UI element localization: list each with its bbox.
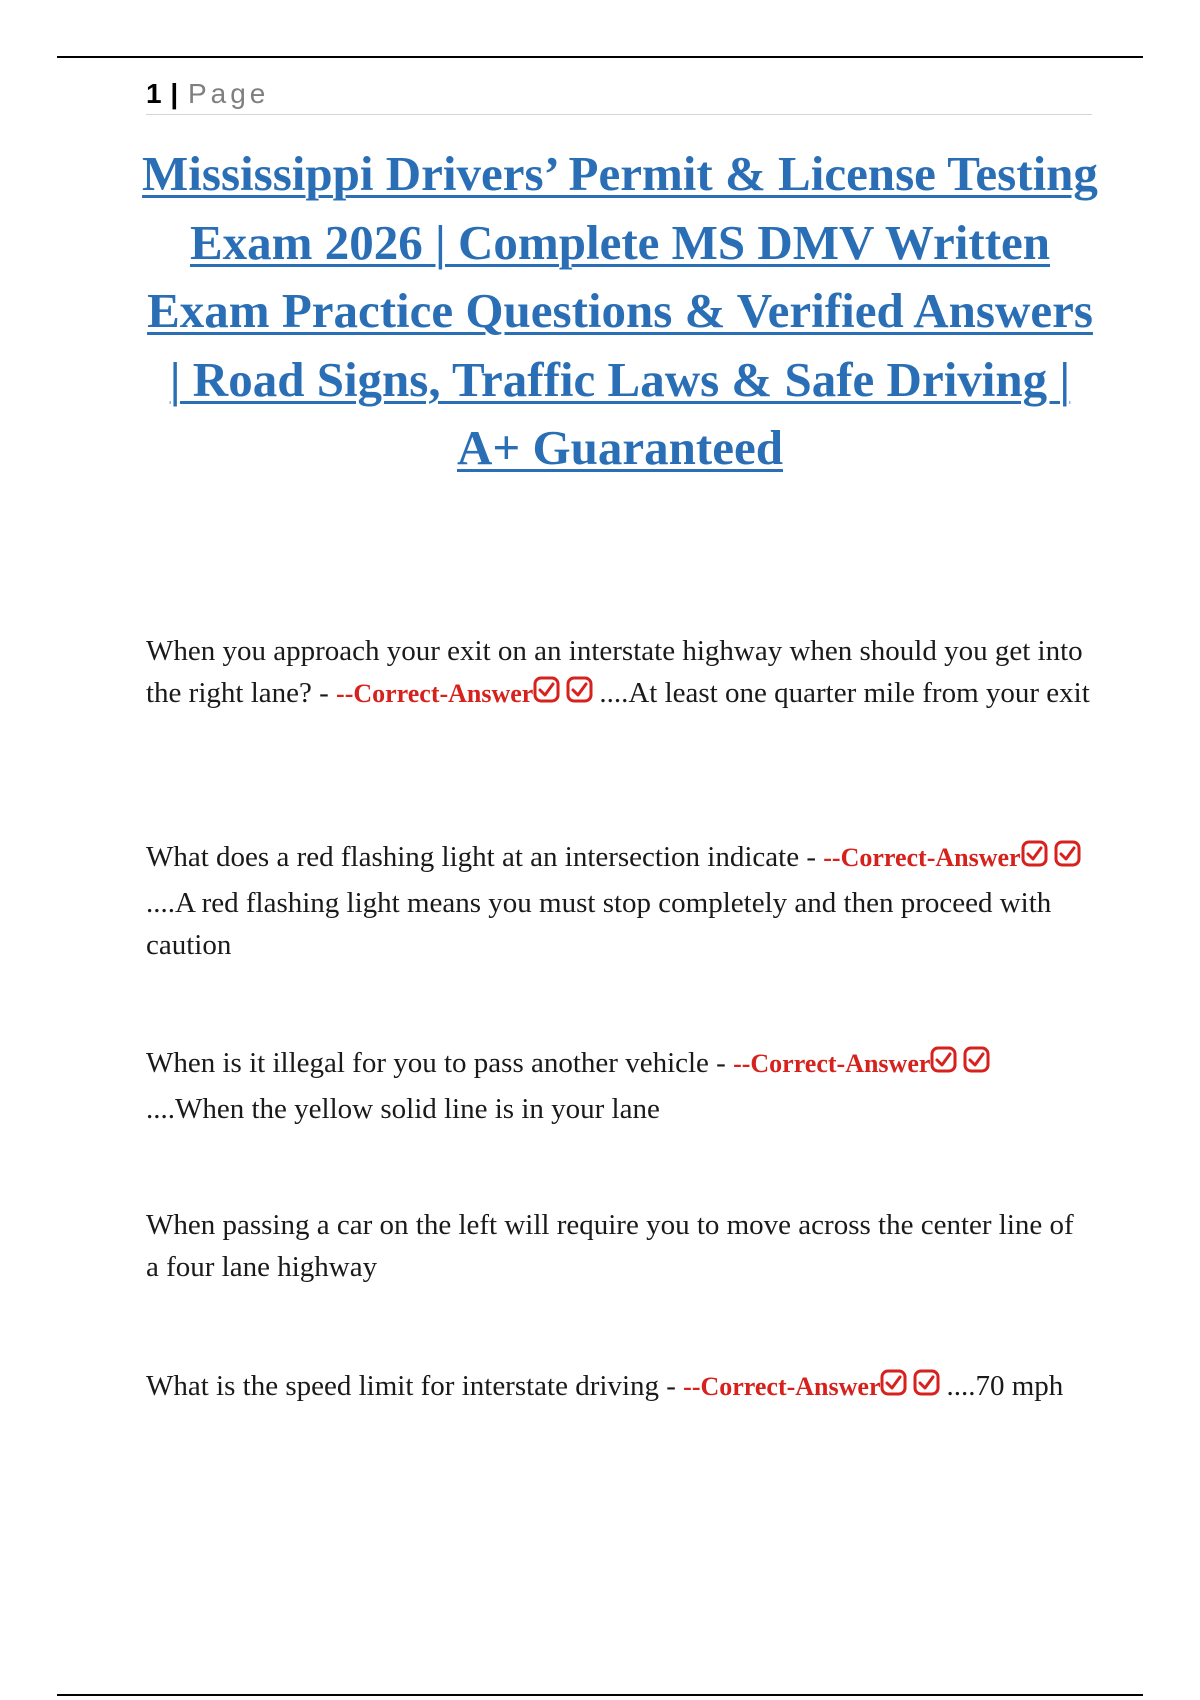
- question-text: When passing a car on the left will require you to move across the center line of a four lane highway: [146, 1209, 1074, 1283]
- title-link[interactable]: Mississippi Drivers’ Permit & License Testing Exam 2026 | Complete MS DMV Written Exam Practice Questions & Verified Answers | Road Signs, Traffic Laws & Safe Driving | A+ Guaranteed: [142, 146, 1098, 475]
- correct-answer-marker: --Correct-Answer: [823, 843, 1021, 872]
- qa-item-5: [146, 1365, 1092, 1411]
- page-separator: |: [170, 78, 179, 109]
- checked-box-icon: [566, 676, 593, 703]
- question-text: When is it illegal for you to pass another vehicle -: [146, 1047, 734, 1079]
- answer-text: When the yellow solid line is in your lane: [175, 1093, 660, 1125]
- question-text: What does a red flashing light at an intersection indicate -: [146, 841, 824, 873]
- answer-dots: ....: [599, 677, 629, 709]
- check-pair: [930, 1046, 996, 1088]
- correct-answer-marker: --Correct-Answer: [733, 1049, 931, 1078]
- top-rule: [57, 56, 1143, 58]
- page-label: Page: [187, 78, 270, 109]
- question-text: What is the speed limit for interstate driving -: [146, 1370, 684, 1402]
- qa-item-2: [146, 836, 1092, 966]
- bottom-rule: [57, 1694, 1143, 1696]
- check-pair: [533, 676, 599, 718]
- qa-item-4: [146, 1204, 1092, 1288]
- checked-box-icon: [533, 676, 560, 703]
- correct-answer-marker: --Correct-Answer: [336, 679, 534, 708]
- qa-item-1: [146, 630, 1092, 718]
- answer-dots: ....: [946, 1370, 976, 1402]
- answer-dots: ....: [146, 887, 175, 919]
- question-text: When you approach your exit on an interstate highway when should you get into the right lane? -: [146, 635, 1083, 709]
- check-pair: [880, 1369, 946, 1411]
- correct-answer-marker: --Correct-Answer: [683, 1372, 881, 1401]
- answer-text: At least one quarter mile from your exit: [628, 677, 1090, 709]
- page-number: 1: [146, 78, 162, 109]
- checked-box-icon: [930, 1046, 957, 1073]
- qa-item-3: [146, 1042, 1092, 1130]
- checked-box-icon: [913, 1369, 940, 1396]
- checked-box-icon: [880, 1369, 907, 1396]
- checked-box-icon: [1054, 840, 1081, 867]
- checked-box-icon: [1021, 840, 1048, 867]
- answer-text: 70 mph: [975, 1370, 1064, 1402]
- answer-text: A red flashing light means you must stop completely and then proceed with caution: [146, 887, 1052, 961]
- checked-box-icon: [963, 1046, 990, 1073]
- page-header: [146, 74, 1092, 115]
- check-pair: [1021, 840, 1087, 882]
- answer-dots: ....: [146, 1093, 175, 1125]
- document-title: [140, 140, 1100, 483]
